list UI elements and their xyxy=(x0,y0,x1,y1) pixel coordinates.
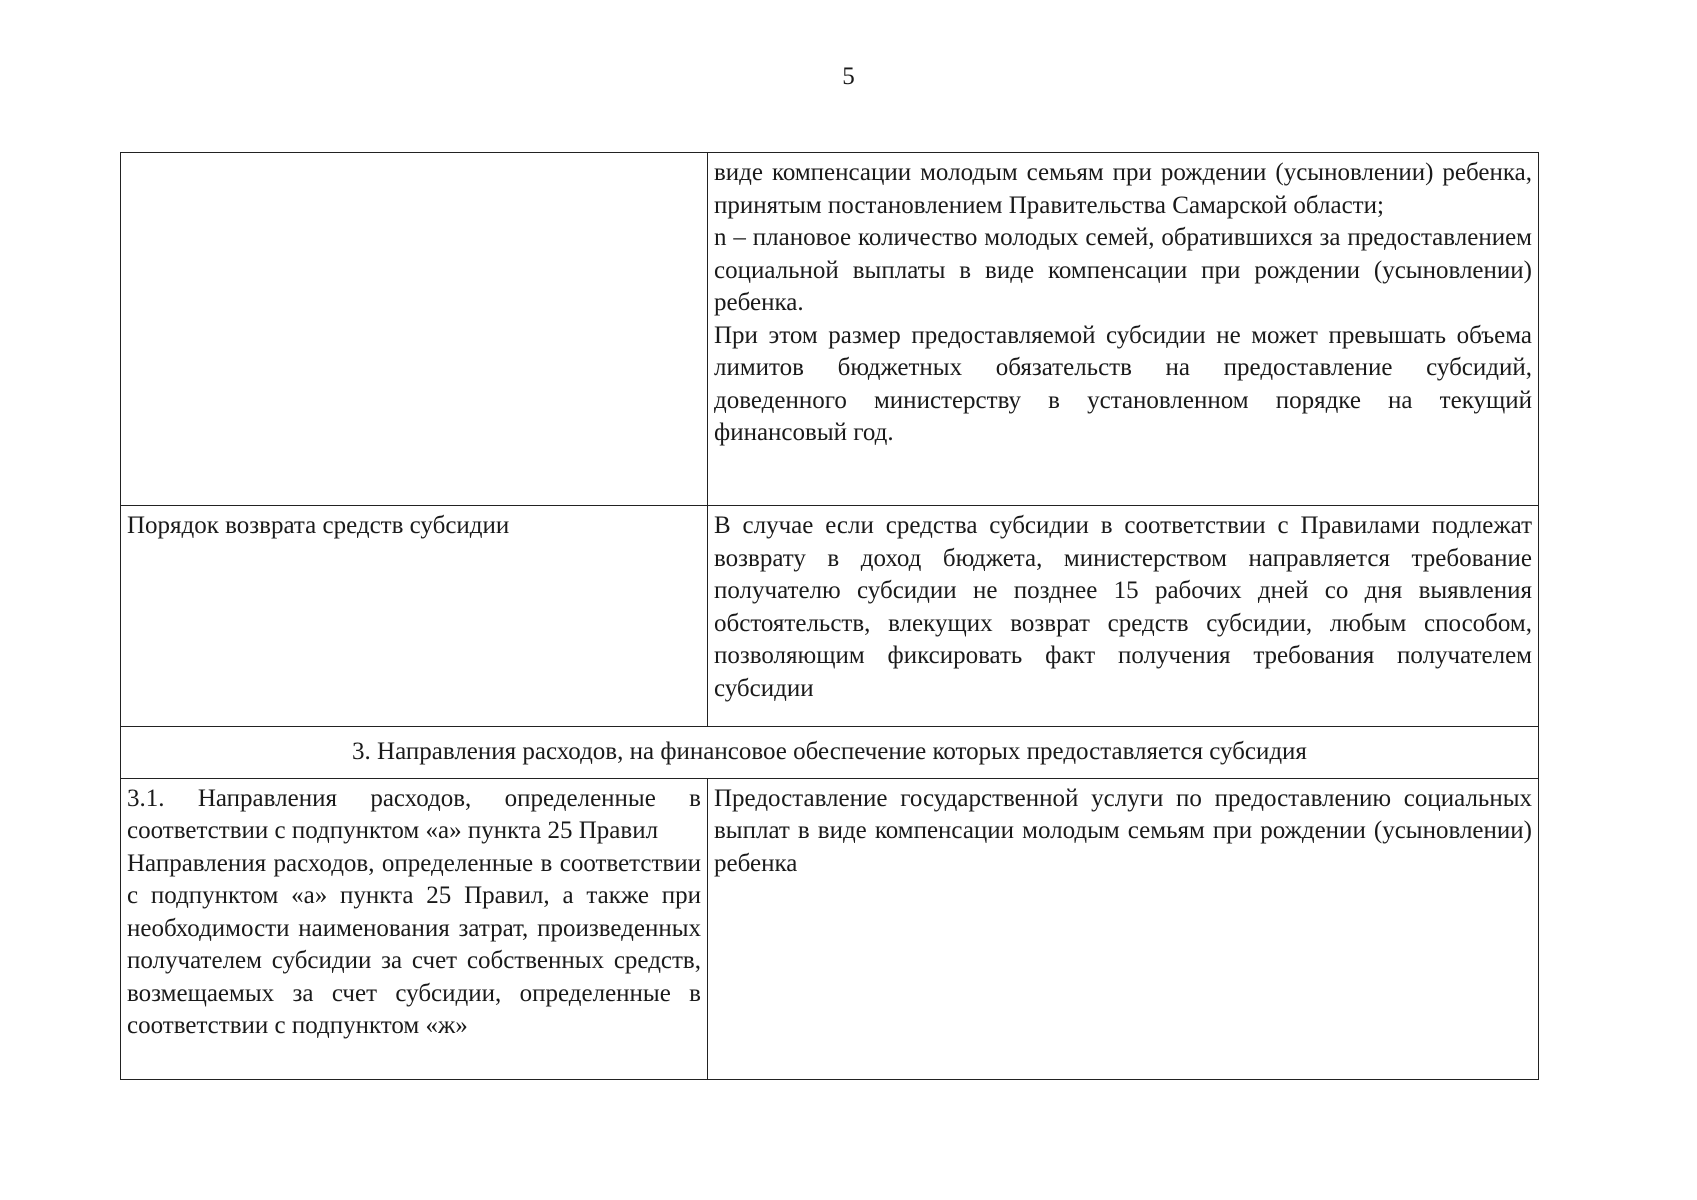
paragraph-subsidy-limit: При этом размер предоставляемой субсидии не может превышать объема лимитов бюджетных обязательств на предоставление субсидий, доведенного министерству в установленном порядке на текущий финансовый год. xyxy=(714,321,1532,446)
table-cell-expense-directions-label xyxy=(121,778,708,1079)
paragraph-compensation-rules: виде компенсации молодым семьям при рождении (усыновлении) ребенка, принятым постановлением Правительства Самарской области; xyxy=(714,159,1532,219)
table-row xyxy=(121,727,1539,779)
paragraph-expense-directions-description: Направления расходов, определенные в соответствии с подпунктом «а» пункта 25 Правил, а также при необходимости наименования затрат, произведенных получателем субсидии за счет собственных средств, возмещаемых за счет субсидии, определенные в соответствии с подпунктом «ж» xyxy=(127,849,701,1039)
table-cell-expense-directions-text: Предоставление государственной услуги по предоставлению социальных выплат в виде компенсации молодым семьям при рождении (усыновлении) ребенка xyxy=(708,778,1539,1079)
subsidy-table xyxy=(120,152,1539,1080)
table-row xyxy=(121,778,1539,1079)
table-cell-calculation-continuation xyxy=(708,153,1539,506)
table-cell-return-procedure-label: Порядок возврата средств субсидии xyxy=(121,506,708,727)
table-cell-empty xyxy=(121,153,708,506)
table-row xyxy=(121,153,1539,506)
paragraph-item-3-1: 3.1. Направления расходов, определенные в соответствии с подпунктом «а» пункта 25 Правил xyxy=(127,784,701,844)
paragraph-n-definition: n – плановое количество молодых семей, обратившихся за предоставлением социальной выплаты в виде компенсации при рождении (усыновлении) ребенка. xyxy=(714,224,1532,316)
section-3-header: 3. Направления расходов, на финансовое обеспечение которых предоставляется субсидия xyxy=(121,727,1539,779)
table-row xyxy=(121,506,1539,727)
table-cell-return-procedure-text: В случае если средства субсидии в соответствии с Правилами подлежат возврату в доход бюджета, министерством направляется требование получателю субсидии не позднее 15 рабочих дней со дня выявления обстоятельств, влекущих возврат средств субсидии, любым способом, позволяющим фиксировать факт получения требования получателем субсидии xyxy=(708,506,1539,727)
page-number: 5 xyxy=(842,63,855,90)
